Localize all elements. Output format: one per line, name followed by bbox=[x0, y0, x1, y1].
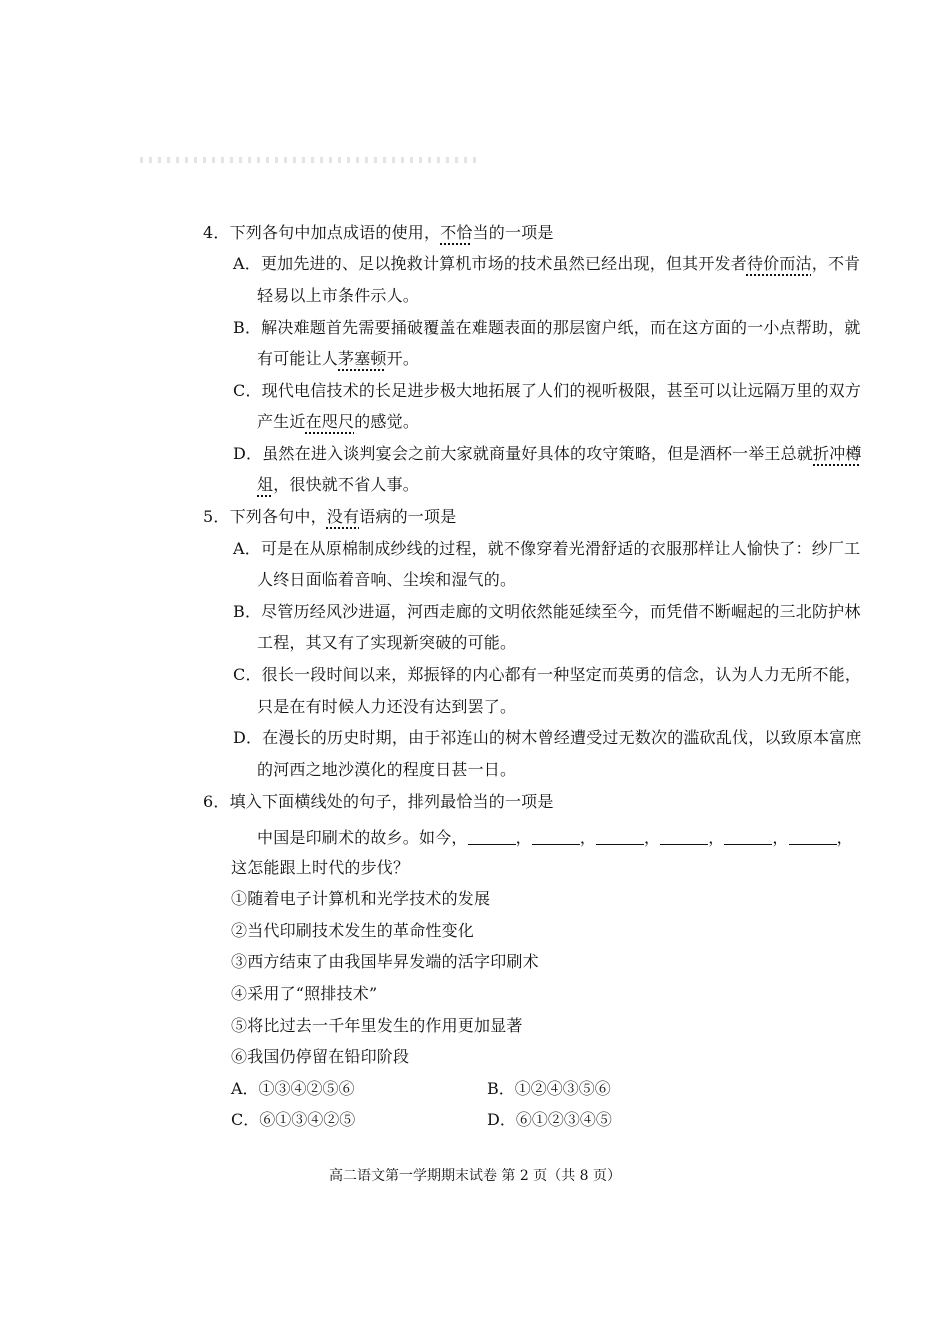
comma: ， bbox=[579, 828, 597, 847]
q4-option-a-cont: 轻易以上市条件示人。 bbox=[257, 286, 420, 305]
q6-item: ⑤将比过去一千年里发生的作用更加显著 bbox=[231, 1016, 523, 1035]
q6-passage-cont: 这怎能跟上时代的步伐？ bbox=[231, 858, 410, 877]
emphasized-text: 没有 bbox=[326, 507, 360, 526]
emphasized-idiom: 在咫尺 bbox=[305, 412, 355, 431]
question-6-stem: 6．填入下面横线处的句子，排列最恰当的一项是 bbox=[203, 792, 554, 811]
q6-item: ③西方结束了由我国毕昇发端的活字印刷术 bbox=[231, 952, 539, 971]
q4-option-c: C．现代电信技术的长足进步极大地拓展了人们的视听极限，甚至可以让远隔万里的双方 bbox=[233, 381, 862, 400]
q4-option-b: B．解决难题首先需要捅破覆盖在难题表面的那层窗户纸，而在这方面的一小点帮助，就 bbox=[233, 318, 861, 337]
option-text: 开。 bbox=[386, 349, 420, 368]
scan-artifact bbox=[140, 157, 480, 163]
q6-item: ⑥我国仍停留在铅印阶段 bbox=[231, 1047, 410, 1066]
q6-item: ②当代印刷技术发生的革命性变化 bbox=[231, 921, 475, 940]
q6-option-d: D．⑥①②③④⑤ bbox=[487, 1110, 612, 1129]
option-text: D．虽然在进入谈判宴会之前大家就商量好具体的攻守策略，但是酒杯一举王总就 bbox=[233, 444, 814, 463]
blank-line bbox=[789, 828, 837, 845]
blank-line bbox=[596, 828, 644, 845]
q5-option-b-cont: 工程，其又有了实现新突破的可能。 bbox=[257, 633, 517, 652]
emphasized-idiom: 待价而沽 bbox=[746, 254, 812, 273]
page-footer: 高二语文第一学期期末试卷 第 2 页（共 8 页） bbox=[328, 1168, 622, 1184]
q5-option-b: B．尽管历经风沙进逼，河西走廊的文明依然能延续至今，而凭借不断崛起的三北防护林 bbox=[233, 602, 861, 621]
q4-option-d-cont bbox=[257, 474, 419, 496]
emphasized-text: 不恰 bbox=[440, 223, 473, 242]
comma: ， bbox=[515, 828, 532, 847]
question-5-stem bbox=[203, 506, 456, 528]
stem-text: 语病的一项是 bbox=[359, 507, 457, 526]
q5-option-d-cont: 的河西之地沙漠化的程度日甚一日。 bbox=[257, 760, 517, 779]
stem-text: 当的一项是 bbox=[472, 223, 554, 242]
comma: ， bbox=[836, 828, 853, 847]
option-text: ，很快就不省人事。 bbox=[273, 475, 420, 494]
passage-text: 中国是印刷术的故乡。如今， bbox=[257, 828, 468, 847]
comma: ， bbox=[772, 828, 789, 847]
q6-item: ④采用了“照排技术” bbox=[231, 984, 378, 1003]
q6-item: ①随着电子计算机和光学技术的发展 bbox=[231, 889, 491, 908]
q4-option-c-cont bbox=[257, 411, 419, 433]
q4-option-b-cont bbox=[257, 348, 419, 370]
option-text: 有可能让人 bbox=[257, 349, 339, 368]
option-text: ，不肯 bbox=[811, 254, 861, 273]
q5-option-d: D．在漫长的历史时期，由于祁连山的树木曾经遭受过无数次的滥砍乱伐，以致原本富庶 bbox=[233, 728, 862, 747]
blank-line bbox=[468, 828, 516, 845]
q5-option-c-cont: 只是在有时候人力还没有达到罢了。 bbox=[257, 697, 517, 716]
stem-text: 4．下列各句中加点成语的使用， bbox=[203, 223, 441, 242]
blank-line bbox=[532, 828, 580, 845]
comma: ， bbox=[644, 828, 661, 847]
option-text: 产生近 bbox=[257, 412, 306, 431]
comma: ， bbox=[708, 828, 725, 847]
emphasized-idiom: 俎 bbox=[257, 475, 274, 494]
q4-option-a bbox=[233, 253, 860, 275]
q6-option-a: A．①③④②⑤⑥ bbox=[231, 1079, 355, 1098]
q6-option-b: B．①②④③⑤⑥ bbox=[487, 1079, 611, 1098]
emphasized-idiom: 茅塞顿 bbox=[338, 349, 387, 368]
stem-text: 5．下列各句中， bbox=[203, 507, 327, 526]
q4-option-d bbox=[233, 443, 862, 465]
question-4-stem bbox=[203, 222, 554, 244]
q6-passage bbox=[257, 827, 853, 849]
blank-line bbox=[724, 828, 772, 845]
q6-option-c: C．⑥①③④②⑤ bbox=[231, 1110, 356, 1129]
option-text: 的感觉。 bbox=[354, 412, 420, 431]
q5-option-c: C．很长一段时间以来，郑振铎的内心都有一种坚定而英勇的信念，认为人力无所不能， bbox=[233, 665, 862, 684]
q5-option-a-cont: 人终日面临着音响、尘埃和湿气的。 bbox=[257, 570, 517, 589]
q5-option-a: A．可是在从原棉制成纱线的过程，就不像穿着光滑舒适的衣服那样让人愉快了：纱厂工 bbox=[233, 539, 861, 558]
emphasized-idiom: 折冲樽 bbox=[813, 444, 862, 463]
option-text: A．更加先进的、足以挽救计算机市场的技术虽然已经出现，但其开发者 bbox=[233, 254, 747, 273]
blank-line bbox=[660, 828, 708, 845]
